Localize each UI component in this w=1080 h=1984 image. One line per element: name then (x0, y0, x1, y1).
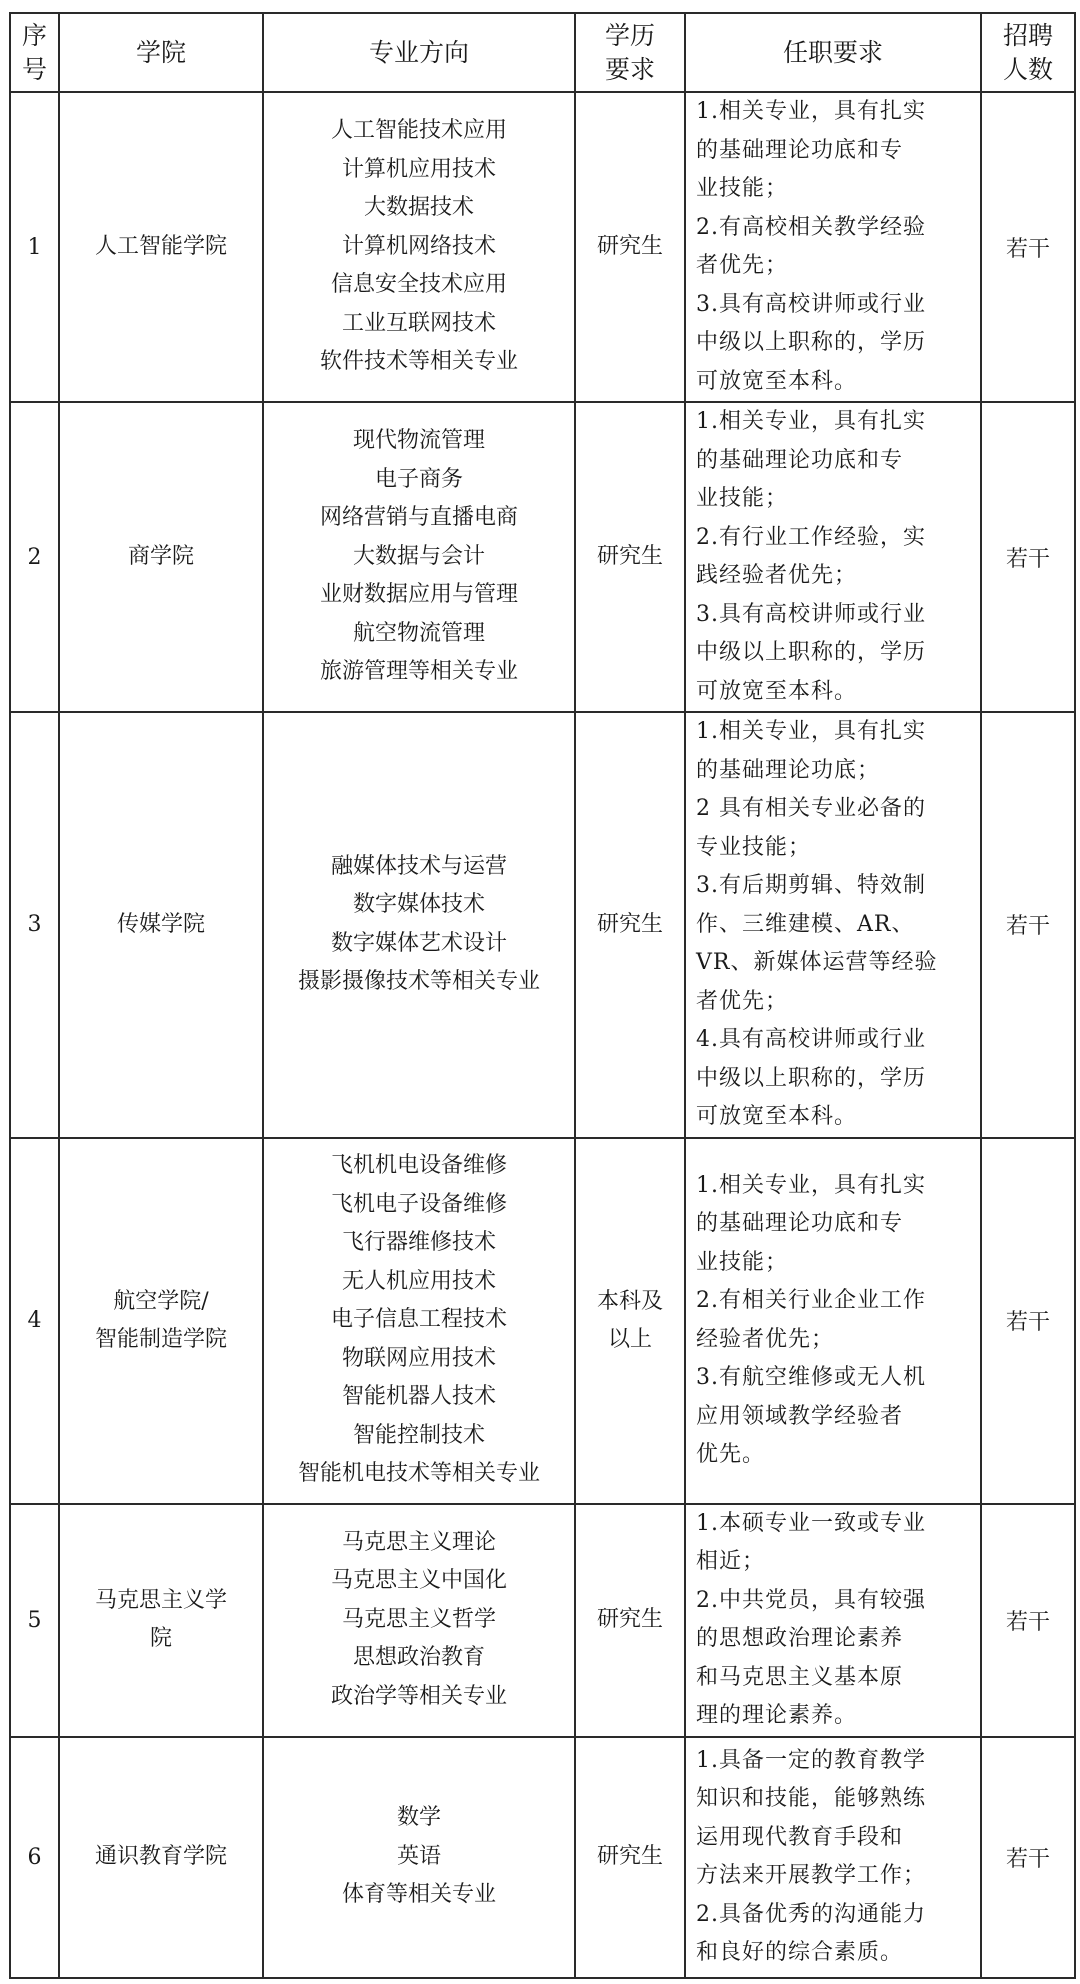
requirements-line: 践经验者优先； (696, 563, 858, 588)
college-cell (59, 92, 263, 402)
table-row (10, 92, 1075, 402)
majors-line: 计算机网络技术 (341, 233, 496, 259)
requirements-line: 3.有航空维修或无人机 (696, 1365, 926, 1390)
college-line: 智能制造学院 (94, 1326, 227, 1352)
majors-line: 摄影摄像技术等相关专业 (297, 969, 540, 995)
majors-line: 大数据与会计 (352, 543, 485, 569)
majors-line: 智能控制技术 (352, 1422, 485, 1448)
requirements-line: 可放宽至本科。 (696, 678, 858, 704)
education-cell (575, 402, 685, 712)
table-row (10, 1138, 1075, 1504)
requirements-cell (685, 712, 981, 1138)
majors-line: 电子信息工程技术 (330, 1307, 507, 1333)
education-cell (575, 92, 685, 402)
majors-line: 业财数据应用与管理 (319, 582, 518, 608)
requirements-cell (685, 402, 981, 712)
requirements-cell (685, 1138, 981, 1504)
requirements-cell (685, 1504, 981, 1737)
majors-cell (263, 1504, 575, 1737)
education-line: 研究生 (596, 544, 663, 569)
requirements-line: 理的理论素养。 (696, 1703, 858, 1728)
majors-line: 思想政治教育 (352, 1645, 485, 1671)
requirements-line: 2.有行业工作经验，实 (696, 524, 926, 550)
requirements-line: 中级以上职称的，学历 (696, 640, 927, 665)
requirements-line: 3.有后期剪辑、特效制 (696, 873, 926, 898)
requirements-line: 经验者优先； (696, 1326, 835, 1352)
requirements-line: 业技能； (696, 176, 789, 201)
header-requirements: 任职要求 (685, 13, 981, 92)
college-line: 传媒学院 (116, 911, 205, 937)
majors-line: 数学 (396, 1805, 441, 1831)
requirements-line: 方法来开展教学工作； (696, 1863, 927, 1888)
requirements-line: 1.本硕专业一致或专业 (696, 1510, 926, 1536)
recruitment-table (9, 12, 1076, 1979)
majors-line: 旅游管理等相关专业 (319, 659, 518, 685)
requirements-cell (685, 1737, 981, 1978)
majors-cell (263, 402, 575, 712)
requirements-line: 2.有高校相关教学经验 (696, 214, 926, 240)
requirements-line: 2.有相关行业企业工作 (696, 1288, 926, 1313)
row-number: 2 (10, 402, 59, 712)
requirements-line: 优先。 (696, 1442, 766, 1467)
majors-line: 物联网应用技术 (341, 1345, 496, 1371)
majors-line: 英语 (396, 1843, 441, 1869)
table-row (10, 1504, 1075, 1737)
education-line: 研究生 (596, 911, 663, 937)
header-college: 学院 (59, 13, 263, 92)
majors-line: 政治学等相关专业 (330, 1683, 507, 1709)
majors-cell (263, 712, 575, 1138)
education-cell (575, 1504, 685, 1737)
requirements-line: 和良好的综合素质。 (696, 1940, 904, 1965)
majors-cell (263, 1138, 575, 1504)
requirements-line: 3.具有高校讲师或行业 (696, 601, 926, 627)
requirements-line: 3.具有高校讲师或行业 (696, 291, 926, 317)
college-cell (59, 712, 263, 1138)
requirements-line: 4.具有高校讲师或行业 (696, 1027, 926, 1052)
table-row (10, 712, 1075, 1138)
requirements-cell (685, 92, 981, 402)
requirements-line: 的基础理论功底和专 (696, 137, 904, 163)
row-number: 5 (10, 1504, 59, 1737)
college-cell (59, 1138, 263, 1504)
majors-line: 马克思主义中国化 (330, 1568, 507, 1594)
college-line: 人工智能学院 (94, 234, 227, 259)
table-row (10, 402, 1075, 712)
college-line: 航空学院/ (113, 1288, 209, 1314)
requirements-line: 2.具备优秀的沟通能力 (696, 1901, 926, 1927)
majors-line: 马克思主义理论 (341, 1529, 496, 1555)
count-cell: 若干 (981, 1504, 1075, 1737)
majors-line: 智能机器人技术 (341, 1384, 496, 1410)
requirements-line: 的基础理论功底和专 (696, 447, 904, 473)
table-row (10, 1737, 1075, 1978)
majors-line: 飞行器维修技术 (341, 1230, 496, 1256)
requirements-line: 的思想政治理论素养 (696, 1626, 904, 1651)
college-line: 商学院 (127, 544, 194, 569)
requirements-line: 1.具备一定的教育教学 (696, 1747, 926, 1773)
majors-line: 人工智能技术应用 (330, 118, 507, 144)
requirements-line: 的基础理论功底； (696, 757, 881, 783)
requirements-line: 者优先； (696, 253, 789, 278)
education-line: 研究生 (596, 234, 663, 259)
header-count: 招聘 人数 (981, 13, 1075, 92)
requirements-line: 可放宽至本科。 (696, 368, 858, 394)
requirements-line: 业技能； (696, 1249, 789, 1275)
education-line: 研究生 (596, 1844, 663, 1869)
requirements-line: 应用领域教学经验者 (696, 1403, 904, 1429)
row-number: 1 (10, 92, 59, 402)
majors-line: 无人机应用技术 (341, 1268, 496, 1294)
header-no: 序 号 (10, 13, 59, 92)
education-cell (575, 712, 685, 1138)
requirements-line: 作、三维建模、AR、 (696, 911, 915, 937)
header-major: 专业方向 (263, 13, 575, 92)
college-cell (59, 1504, 263, 1737)
majors-line: 网络营销与直播电商 (319, 505, 518, 531)
college-line: 通识教育学院 (94, 1844, 227, 1869)
requirements-line: 1.相关专业，具有扎实 (696, 1172, 926, 1198)
row-number: 3 (10, 712, 59, 1138)
requirements-line: 中级以上职称的，学历 (696, 330, 927, 355)
majors-line: 工业互联网技术 (341, 310, 496, 336)
college-cell (59, 1737, 263, 1978)
requirements-line: 知识和技能，能够熟练 (696, 1786, 927, 1811)
requirements-line: 2.中共党员，具有较强 (696, 1587, 926, 1613)
requirements-line: 和马克思主义基本原 (696, 1664, 904, 1690)
requirements-line: 运用现代教育手段和 (696, 1824, 904, 1850)
majors-line: 智能机电技术等相关专业 (297, 1461, 540, 1487)
requirements-line: 1.相关专业，具有扎实 (696, 719, 926, 744)
majors-line: 计算机应用技术 (341, 156, 496, 182)
count-cell: 若干 (981, 1737, 1075, 1978)
majors-line: 航空物流管理 (352, 620, 485, 646)
requirements-line: VR、新媒体运营等经验 (696, 950, 938, 975)
education-line: 本科及 (596, 1288, 663, 1314)
majors-line: 数字媒体艺术设计 (330, 930, 507, 956)
requirements-line: 者优先； (696, 988, 789, 1014)
majors-line: 融媒体技术与运营 (330, 853, 507, 879)
education-line: 研究生 (596, 1607, 663, 1632)
requirements-line: 2 具有相关专业必备的 (696, 796, 926, 821)
college-line: 马克思主义学 (94, 1588, 227, 1613)
majors-line: 体育等相关专业 (341, 1882, 496, 1908)
requirements-line: 可放宽至本科。 (696, 1104, 858, 1129)
majors-line: 飞机机电设备维修 (330, 1153, 507, 1179)
majors-line: 马克思主义哲学 (341, 1606, 496, 1632)
requirements-line: 的基础理论功底和专 (696, 1211, 904, 1236)
header-row (10, 13, 1075, 92)
college-line: 院 (149, 1626, 172, 1651)
row-number: 6 (10, 1737, 59, 1978)
requirements-line: 1.相关专业，具有扎实 (696, 99, 926, 124)
majors-line: 大数据技术 (363, 195, 474, 221)
row-number: 4 (10, 1138, 59, 1504)
requirements-line: 专业技能； (696, 834, 812, 860)
majors-line: 信息安全技术应用 (330, 272, 507, 298)
education-cell (575, 1138, 685, 1504)
header-education: 学历 要求 (575, 13, 685, 92)
requirements-line: 中级以上职称的，学历 (696, 1065, 927, 1091)
education-line: 以上 (607, 1326, 652, 1352)
majors-line: 飞机电子设备维修 (330, 1191, 507, 1217)
requirements-line: 相近； (696, 1549, 766, 1574)
majors-line: 软件技术等相关专业 (319, 349, 518, 375)
education-cell (575, 1737, 685, 1978)
majors-cell (263, 92, 575, 402)
majors-line: 电子商务 (374, 466, 463, 492)
college-cell (59, 402, 263, 712)
majors-cell (263, 1737, 575, 1978)
requirements-line: 1.相关专业，具有扎实 (696, 409, 926, 434)
majors-line: 数字媒体技术 (352, 892, 485, 918)
majors-line: 现代物流管理 (352, 428, 485, 454)
count-cell: 若干 (981, 712, 1075, 1138)
count-cell: 若干 (981, 402, 1075, 712)
count-cell: 若干 (981, 1138, 1075, 1504)
count-cell: 若干 (981, 92, 1075, 402)
requirements-line: 业技能； (696, 486, 789, 511)
